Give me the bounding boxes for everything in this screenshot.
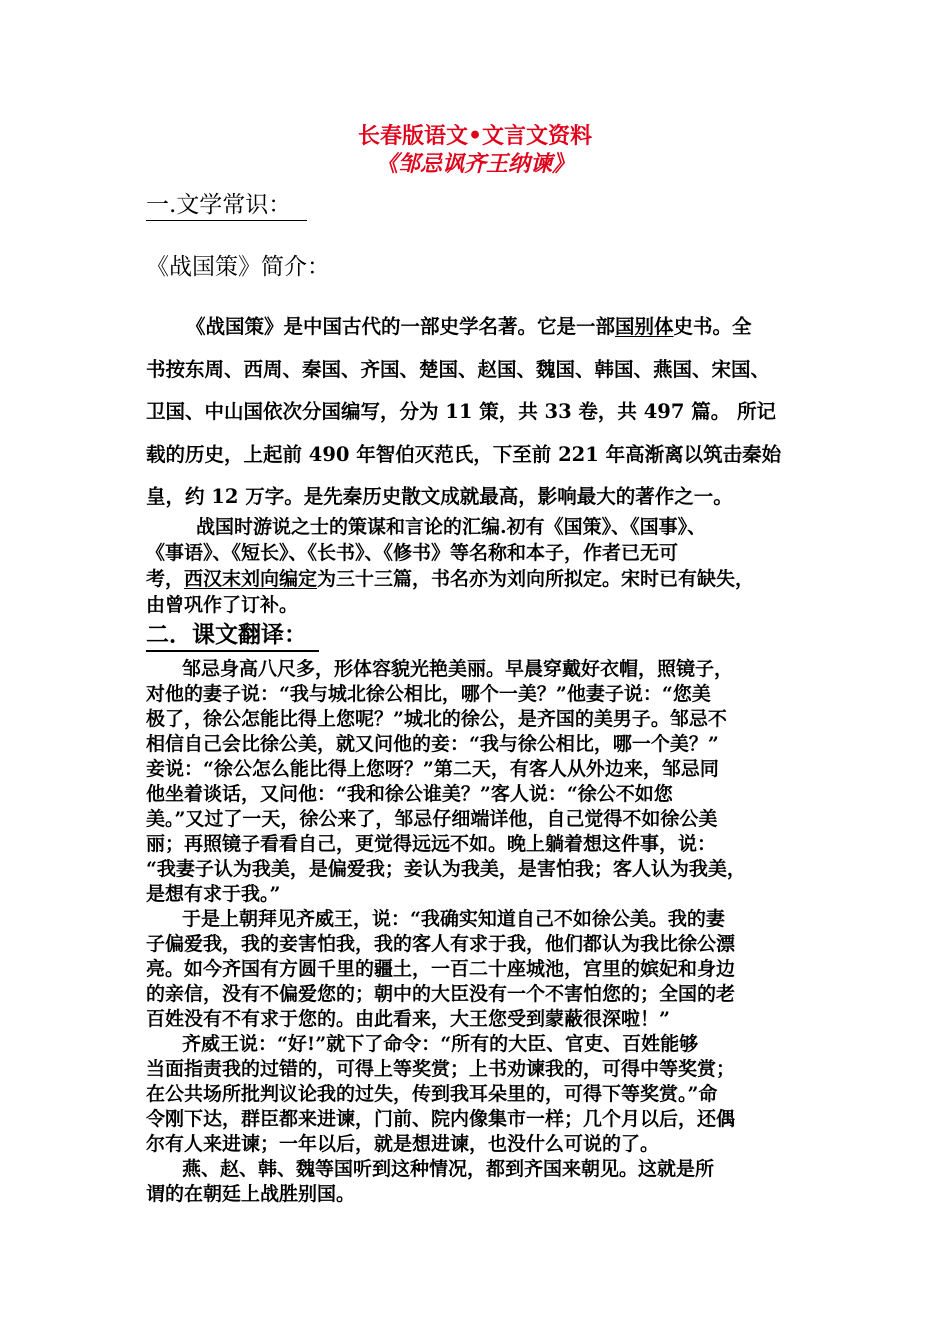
translation-line: 相信自己会比徐公美，就又问他的妾：“我与徐公相比，哪一个美？” xyxy=(146,733,719,755)
translation-line: 齐威王说：“好!”就下了命令：“所有的大臣、官吏、百姓能够 xyxy=(182,1033,699,1055)
translation-line: 令刚下达，群臣都来进谏，门前、院内像集市一样；几个月以后，还偶 xyxy=(146,1108,736,1130)
text-run: 卫国、中山国依次分国编写，分为 11 策，共 33 卷，共 497 篇。 所记 xyxy=(146,400,776,423)
translation-line: 在公共场所批判议论我的过失，传到我耳朵里的，可得下等奖赏。”命 xyxy=(146,1083,718,1105)
document-subtitle: 《邹忌讽齐王纳谏》 xyxy=(375,151,574,177)
text-run: 为三十三篇，书名亦为刘向所拟定。宋时已有缺失， xyxy=(317,568,755,590)
text-line xyxy=(146,349,826,392)
translation-line: 邹忌身高八尺多，形体容貌光艳美丽。早晨穿戴好衣帽，照镜子， xyxy=(182,658,734,680)
text-line xyxy=(146,540,826,566)
text-line xyxy=(146,592,826,618)
translation-line: 百姓没有不有求于您的。由此看来，大王您受到蒙蔽很深啦！” xyxy=(146,1008,670,1030)
section-heading-literary-knowledge: 一.文学常识： xyxy=(146,190,307,221)
translation-text xyxy=(146,657,826,1207)
translation-line: 于是上朝拜见齐威王，说：“我确实知道自己不如徐公美。我的妻 xyxy=(182,908,725,930)
text-line xyxy=(146,434,826,477)
text-run: 载的历史，上起前 490 年智伯灭范氏，下至前 221 年高渐离以筑击秦始 xyxy=(146,442,782,466)
text-run: 考， xyxy=(146,568,185,590)
translation-line: 是想有求于我。” xyxy=(146,883,281,905)
text-run: 战国时游说之士的策谋和言论的汇编.初有《国策》、《国事》、 xyxy=(196,516,707,538)
translation-line: 极了，徐公怎能比得上您呢？”城北的徐公，是齐国的美男子。邹忌不 xyxy=(146,708,727,730)
translation-line: 他坐着谈话，又问他：“我和徐公谁美？”客人说：“徐公不如您 xyxy=(146,783,673,805)
text-run: 《事语》、《短长》、《长书》、《修书》等名称和本子，作者已无可 xyxy=(146,542,679,564)
text-run: 史书。全 xyxy=(673,315,752,338)
translation-line: “我妻子认为我美，是偏爱我；妾认为我美，是害怕我；客人认为我美， xyxy=(146,858,746,880)
text-line xyxy=(146,566,826,592)
background-paragraph xyxy=(146,514,826,618)
translation-line: 谓的在朝廷上战胜别国。 xyxy=(146,1183,356,1205)
translation-line: 亮。如今齐国有方圆千里的疆土，一百二十座城池，宫里的嫔妃和身边 xyxy=(146,958,736,980)
text-line xyxy=(146,306,826,349)
text-line xyxy=(146,476,826,519)
translation-line: 的亲信，没有不偏爱您的；朝中的大臣没有一个不害怕您的；全国的老 xyxy=(146,983,736,1005)
translation-line: 子偏爱我，我的妾害怕我，我的客人有求于我，他们都认为我比徐公漂 xyxy=(146,933,736,955)
subheading-zhanguoce-intro: 《战国策》简介： xyxy=(146,254,330,280)
text-line xyxy=(146,391,826,434)
translation-line: 妾说：“徐公怎么能比得上您呀？”第二天，有客人从外边来，邹忌同 xyxy=(146,758,719,780)
translation-line: 美。”又过了一天，徐公来了，邹忌仔细端详他，自己觉得不如徐公美 xyxy=(146,808,718,830)
text-line xyxy=(146,514,826,540)
translation-line: 燕、赵、韩、魏等国听到这种情况，都到齐国来朝见。这就是所 xyxy=(182,1158,715,1180)
document-title: 长春版语文•文言文资料 xyxy=(357,123,593,149)
section-heading-translation: 二．课文翻译： xyxy=(146,620,319,652)
translation-line: 当面指责我的过错的，可得上等奖赏；上书劝谏我的，可得中等奖赏； xyxy=(146,1058,736,1080)
underlined-term: 西汉末刘向编定 xyxy=(184,568,318,590)
translation-line: 尔有人来进谏；一年以后，就是想进谏，也没什么可说的了。 xyxy=(146,1133,660,1155)
translation-line: 对他的妻子说：“我与城北徐公相比，哪个一美？”他妻子说：“您美 xyxy=(146,683,711,705)
underlined-term: 国别体 xyxy=(615,315,674,338)
translation-line: 丽；再照镜子看看自己，更觉得远远不如。晚上躺着想这件事，说： xyxy=(146,833,717,855)
text-run: 由曾巩作了订补。 xyxy=(146,594,299,616)
text-run: 《战国策》是中国古代的一部史学名著。它是一部 xyxy=(186,315,616,338)
text-run: 书按东周、西周、秦国、齐国、楚国、赵国、魏国、韩国、燕国、宋国、 xyxy=(146,357,771,381)
text-run: 皇，约 12 万字。是先秦历史散文成就最高，影响最大的著作之一。 xyxy=(146,485,733,508)
intro-paragraph xyxy=(146,306,826,519)
